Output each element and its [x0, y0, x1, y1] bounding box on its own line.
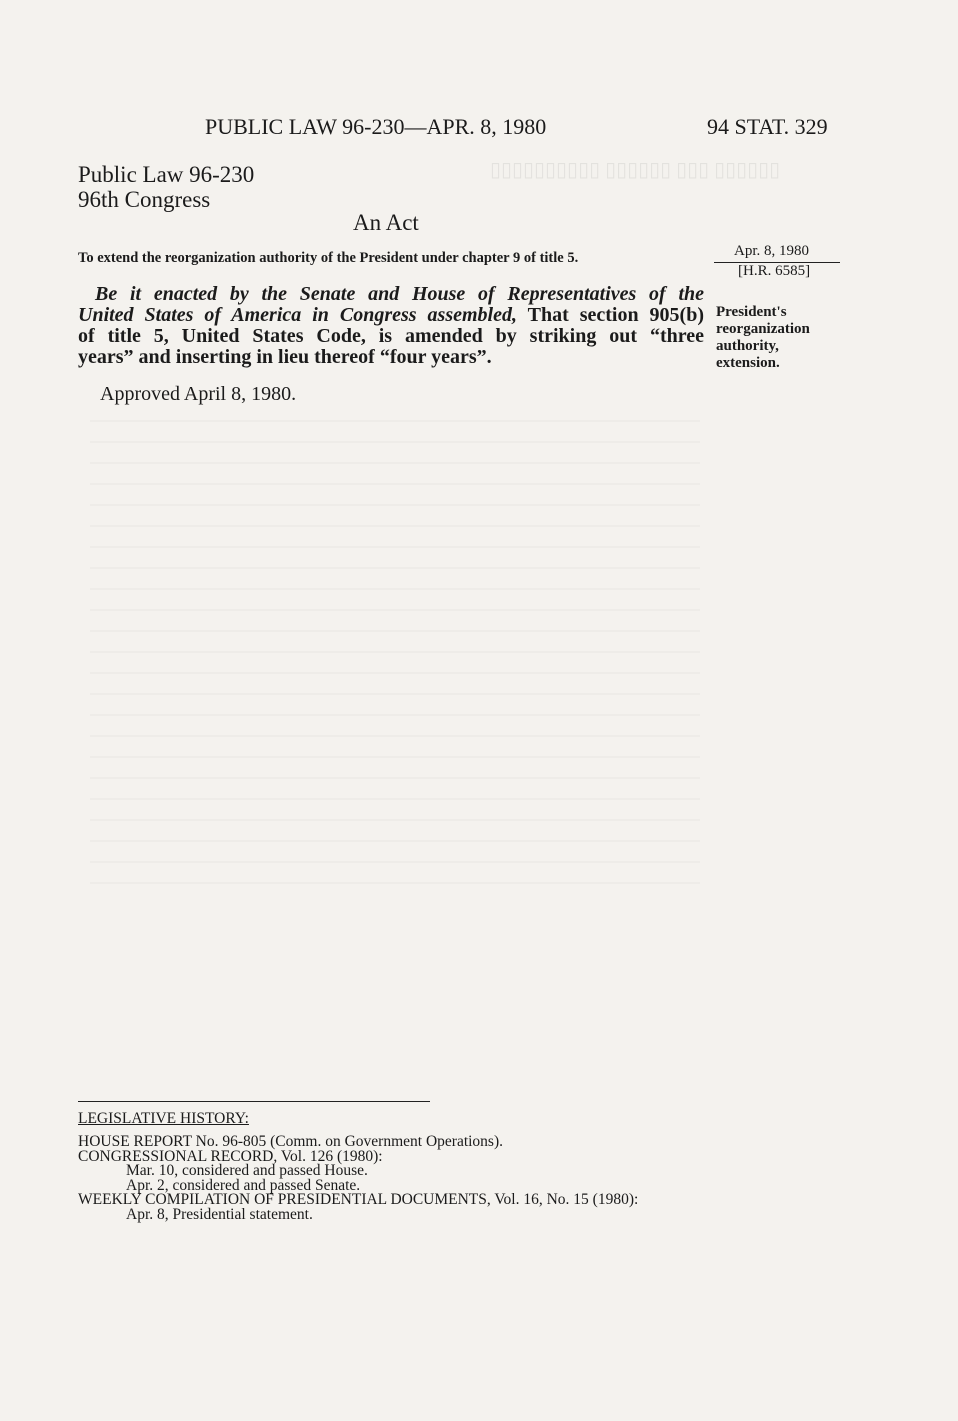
- margin-note: President's reorganization authority, extension.: [716, 304, 810, 371]
- history-entry: Apr. 8, Presidential statement.: [126, 1205, 313, 1223]
- history-entry: WEEKLY COMPILATION OF PRESIDENTIAL DOCUMENTS, Vol. 16, No. 15 (1980):: [78, 1191, 639, 1209]
- enacting-line-2: [78, 305, 704, 326]
- bleed-through-text: ▯▯▯▯▯▯ ▯▯▯ ▯▯▯▯▯▯ ▯▯▯▯▯▯▯▯▯▯: [490, 159, 781, 181]
- history-entry: CONGRESSIONAL RECORD, Vol. 126 (1980):: [78, 1147, 383, 1165]
- public-law-number: Public Law 96-230: [78, 162, 255, 187]
- enacting-clause: [78, 284, 704, 368]
- enacting-line-3: of title 5, United States Code, is amended by striking out “three: [78, 325, 704, 347]
- history-entry: Apr. 2, considered and passed Senate.: [126, 1176, 361, 1194]
- margin-bill-number: [H.R. 6585]: [738, 263, 811, 279]
- enacting-line-2-rest: That section 905(b): [517, 304, 704, 326]
- history-entry: Mar. 10, considered and passed House.: [126, 1162, 368, 1180]
- enacting-line-2-italic: United States of America in Congress assembled,: [78, 304, 517, 326]
- enacting-line-1: Be it enacted by the Senate and House of Representatives of the: [95, 283, 704, 305]
- statute-citation: 94 STAT. 329: [707, 114, 828, 139]
- history-divider: [78, 1101, 430, 1102]
- enacting-line-4: years” and inserting in lieu thereof “four years”.: [78, 346, 492, 368]
- legislative-history-heading: LEGISLATIVE HISTORY:: [78, 1110, 249, 1127]
- act-title: An Act: [353, 210, 419, 235]
- act-purpose: To extend the reorganization authority of the President under chapter 9 of title 5.: [78, 250, 579, 266]
- history-entry: HOUSE REPORT No. 96-805 (Comm. on Government Operations).: [78, 1133, 504, 1150]
- approval-date: Approved April 8, 1980.: [100, 383, 297, 405]
- legislative-history-list: [78, 1135, 638, 1223]
- running-head: PUBLIC LAW 96-230—APR. 8, 1980: [205, 114, 547, 139]
- bleed-through-text: [90, 420, 700, 900]
- congress-label: 96th Congress: [78, 187, 211, 212]
- margin-date: Apr. 8, 1980: [734, 243, 809, 259]
